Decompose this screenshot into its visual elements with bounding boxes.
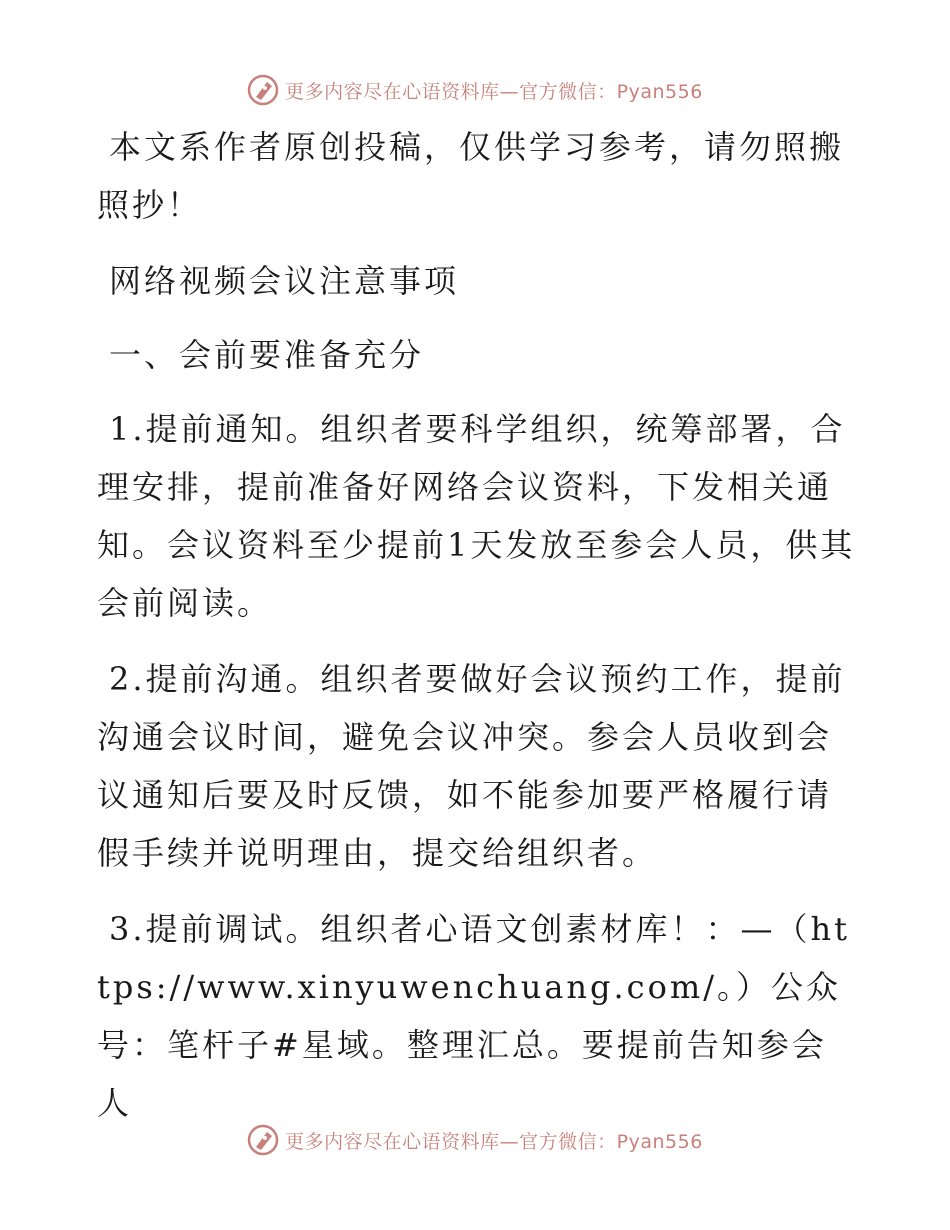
- watermark-text: 更多内容尽在心语资料库—官方微信：Pyan556: [285, 80, 703, 103]
- pen-nib-logo-icon: [247, 1124, 279, 1156]
- footer-watermark: [0, 1122, 950, 1158]
- pen-nib-logo-icon: [247, 74, 279, 106]
- copyright-notice: 本文系作者原创投稿，仅供学习参考，请勿照搬照抄！: [97, 128, 845, 224]
- header-watermark: [0, 72, 950, 108]
- paragraph-item-1: 1.提前通知。组织者要科学组织，统筹部署，合理安排，提前准备好网络会议资料，下发相关通知。会议资料至少提前1天发放至参会人员，供其会前阅读。: [97, 410, 856, 622]
- section-heading: 一、会前要准备充分: [109, 336, 425, 374]
- document-body: [97, 118, 857, 1150]
- paragraph-item-2: 2.提前沟通。组织者要做好会议预约工作，提前沟通会议时间，避免会议冲突。参会人员收到会议通知后要及时反馈，如不能参加要严格履行请假手续并说明理由，提交给组织者。: [97, 660, 846, 872]
- document-title: 网络视频会议注意事项: [109, 262, 460, 300]
- paragraph-item-3: 3.提前调试。组织者心语文创素材库！：—（https://www.xinyuwenchuang.com/。）公众号：笔杆子#星域。整理汇总。要提前告知参会人: [97, 910, 851, 1122]
- watermark-text: 更多内容尽在心语资料库—官方微信：Pyan556: [285, 1130, 703, 1153]
